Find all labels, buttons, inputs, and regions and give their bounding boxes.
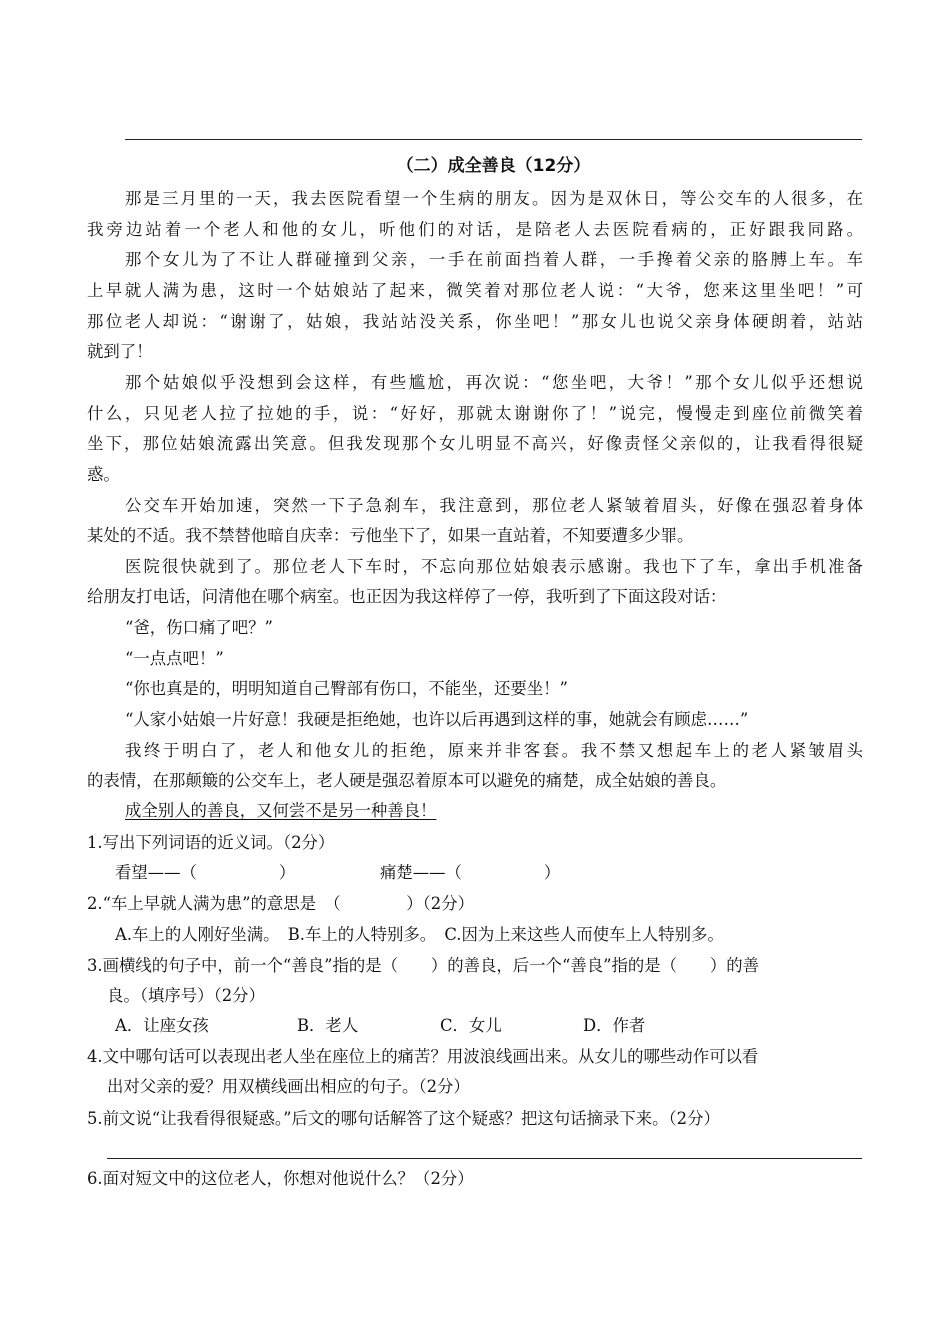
passage-line: “爸，伤口痛了吧？” — [125, 618, 273, 637]
passage-line: 我旁边站着一个老人和他的女儿，听他们的对话，是陪老人去医院看病的，正好跟我同路。 — [87, 220, 863, 239]
passage-line: 那是三月里的一天，我去医院看望一个生病的朋友。因为是双休日，等公交车的人很多，在 — [125, 189, 863, 208]
underlined-sentence: 成全别人的善良，又何尝不是另一种善良！ — [125, 801, 437, 820]
q3-option-d: D．作者 — [583, 1016, 646, 1035]
q3-option-c: C．女儿 — [440, 1016, 502, 1035]
key-sentence — [125, 799, 863, 823]
question-1: 1.写出下列词语的近义词。（2分） — [87, 833, 335, 852]
question-3-line-1: 3.画横线的句子中，前一个“善良”指的是（ ）的善良，后一个“善良”指的是（ ）的善 — [87, 956, 759, 975]
question-4-line-2: 出对父亲的爱？用双横线画出相应的句子。（2分） — [107, 1077, 470, 1096]
passage-line: “你也真是的，明明知道自己臀部有伤口，不能坐，还要坐！” — [125, 679, 568, 698]
passage-line: “一点点吧！” — [125, 649, 224, 668]
q2-options: A.车上的人刚好坐满。 B.车上的人特别多。 C.因为上来这些人而使车上人特别多。 — [115, 925, 724, 944]
question-4-line-1: 4.文中哪句话可以表现出老人坐在座位上的痛苦？用波浪线画出来。从女儿的哪些动作可以看 — [87, 1047, 759, 1066]
section-title: （二）成全善良（12分） — [396, 156, 591, 176]
q1-blank-a: 看望——（ ） — [115, 863, 296, 882]
passage-line: 我终于明白了，老人和他女儿的拒绝，原来并非客套。我不禁又想起车上的老人紧皱眉头 — [125, 741, 863, 760]
passage-line: 那个女儿为了不让人群碰撞到父亲，一手在前面挡着人群，一手搀着父亲的胳膊上车。车 — [125, 250, 863, 269]
question-2: 2.“车上早就人满为患”的意思是 （ ）（2分） — [87, 894, 475, 913]
passage-line: 上早就人满为患，这时一个姑娘站了起来，微笑着对那位老人说：“大爷，您来这里坐吧！”可 — [87, 281, 863, 300]
passage-line: 的表情，在那颠簸的公交车上，老人硬是强忍着原本可以避免的痛楚，成全姑娘的善良。 — [87, 771, 727, 790]
passage-line: 公交车开始加速，突然一下子急刹车，我注意到，那位老人紧皱着眉头，好像在强忍着身体 — [125, 496, 863, 515]
passage-line: 某处的不适。我不禁替他暗自庆幸：亏他坐下了，如果一直站着，不知要遭多少罪。 — [87, 526, 694, 545]
question-5: 5.前文说“让我看得很疑惑。”后文的哪句话解答了这个疑惑？把这句话摘录下来。（2分） — [87, 1109, 720, 1128]
passage-line: “人家小姑娘一片好意！我硬是拒绝她，也许以后再遇到这样的事，她就会有顾虑……” — [125, 710, 749, 729]
q3-option-b: B．老人 — [297, 1016, 359, 1035]
q1-blank-b: 痛楚——（ ） — [380, 863, 561, 882]
passage-line: 惑。 — [87, 465, 120, 484]
top-divider — [125, 139, 862, 140]
q3-option-a: A．让座女孩 — [115, 1016, 209, 1035]
passage-line: 什么，只见老人拉了拉她的手，说：“好好，那就太谢谢你了！”说完，慢慢走到座位前微笑着 — [87, 404, 863, 423]
answer-line-q5 — [107, 1158, 862, 1159]
passage-line: 就到了！ — [87, 342, 153, 361]
passage-line: 医院很快就到了。那位老人下车时，不忘向那位姑娘表示感谢。我也下了车，拿出手机准备 — [125, 557, 863, 576]
passage-line: 给朋友打电话，问清他在哪个病室。也正因为我这样停了一停，我听到了下面这段对话： — [87, 587, 727, 606]
passage-line: 那位老人却说：“谢谢了，姑娘，我站站没关系，你坐吧！”那女儿也说父亲身体硬朗着，站站 — [87, 312, 863, 331]
question-3-line-2: 良。（填序号）（2分） — [107, 986, 265, 1005]
passage-line: 坐下，那位姑娘流露出笑意。但我发现那个女儿明显不高兴，好像责怪父亲似的，让我看得很疑 — [87, 434, 863, 453]
passage-line: 那个姑娘似乎没想到会这样，有些尴尬，再次说：“您坐吧，大爷！”那个女儿似乎还想说 — [125, 373, 863, 392]
question-6: 6.面对短文中的这位老人，你想对他说什么？（2分） — [87, 1169, 474, 1188]
